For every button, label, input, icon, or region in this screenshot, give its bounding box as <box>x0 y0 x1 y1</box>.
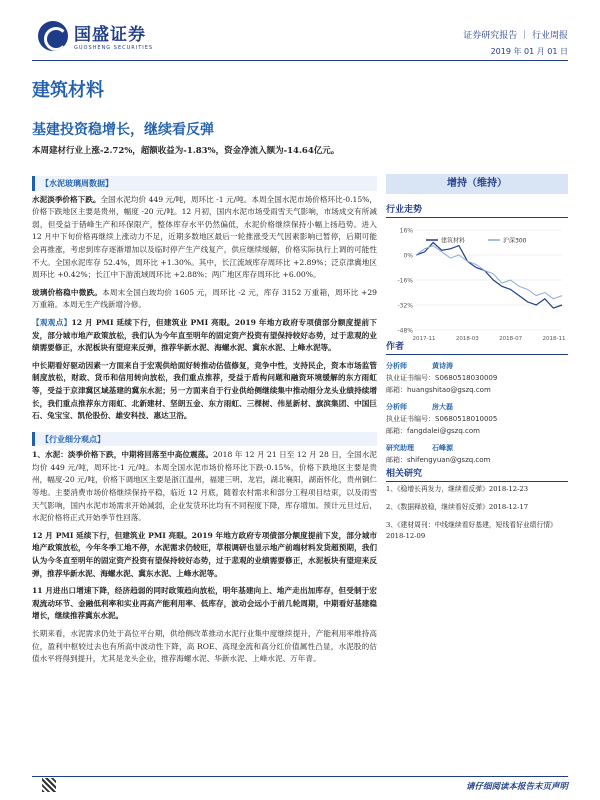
weekly-summary: 本周建材行业上涨-2.72%，超额收益为-1.83%，资金净流入额为-14.64亿元。 <box>32 146 340 156</box>
body-text: 本周末全国白玻均价 1605 元，周环比 -2 元，库存 3152 万重箱，周环比 +29 万重箱。本周无生产线新增冷修。 <box>32 287 378 310</box>
legend-label: 沪深300 <box>503 237 527 245</box>
lead-text: 玻璃价格稳中微跌。 <box>32 287 103 297</box>
related-title: 相关研究 <box>386 466 568 482</box>
author-cert: 执业证书编号：S0680518010005 <box>386 415 498 423</box>
logo-cn: 国盛证券 <box>74 25 146 45</box>
author-role: 分析师 <box>386 403 407 411</box>
author-email[interactable]: 邮箱：shifengyuan@gszq.com <box>386 456 491 464</box>
view-tag: 【观观点】 <box>32 317 72 327</box>
body-text: 全国水泥均价 449 元/吨，周环比 -1 元/吨。本周全国水泥市场价格环比-0.15%，价格下跌地区主要是贵州，幅度 -20 元/吨。12 月初，国内水泥市场受雨雪天气影响，市场成交有所减弱，但受益于错峰生产和环保限产，整体库存水平仍然偏低，水泥价格继续保持小幅上扬趋势。进入 12 月中下旬价格再继续上涨动力不足，近期多数地区最后一轮推涨受天气因素影响已暂停，后期可能会再推涨，考虑到库存逐渐增加以及临时停产生产线复产，供应继续缓解，价格实际执行上调的可能性不大。全国水泥库存 52.4%，周环比 +1.30%。其中，长江流域库存周环比 +2.89%；泛京津冀地区周环比 +0.42%；长江中下游流域周环比 +2.88%；两广地区库存周环比 +6.00%。 <box>32 194 377 280</box>
logo-en: GUOSHENG SECURITIES <box>74 45 154 51</box>
paragraph-view <box>32 317 377 355</box>
x-tick-label: 2018-03 <box>455 336 479 342</box>
author-email[interactable]: 邮箱：fangdalei@gszq.com <box>386 427 480 435</box>
section-tag-industry: 【行业细分观点】 <box>32 432 377 447</box>
paragraph-industry-4: 长期来看，水泥需求仍处于高位平台期，供给侧改革推动水泥行业集中度继续提升，产能利用率维持高位，盈利中枢较过去也有所高中波动性下降，高 ROE、高现金流和高分红价值属性凸显，水泥股的估值水平将得到提升，尤其是龙头企业，推荐海螺水泥、华新水泥、上峰水泥、万年青。 <box>32 629 377 664</box>
trend-chart-svg <box>386 222 568 352</box>
series-line <box>416 243 562 309</box>
lead-text: 水泥淡季价格下跌。 <box>32 194 101 204</box>
body-text: 2018 年 12 月 21 日至 12 月 28 日，全国水泥均价 449 元/吨，周环比-1 元/吨。本周全国水泥市场价格环比下跌-0.15%，价格下跌地区主要是贵州，幅度-20 元/吨，价格下调地区主要是浙江温州，福建三明、龙岩，湖北襄阳，湖南怀化，贵州铜仁等地。主要消费市场价格继续保持平稳，临近 12 月底，随着农村需求和部分工程项目结束，以及雨雪天气影响，国内水泥市场需求开始减弱，企业发货环比均有不同程度下降，库存增加。预计元旦过后，水泥价格将正式开始季节性回落。 <box>32 450 378 523</box>
main-body <box>32 172 377 671</box>
report-date: 2019 年 01 月 01 日 <box>490 47 568 56</box>
author-name: 黄诗涛 <box>432 362 453 370</box>
bold-text: 2019 年地方政府专项债部分额度提前下发，部分城市地产政策放松，今年冬季工地不停，水泥需求仍较旺，草根调研也显示地产前端材料发货超预期，我们认为今冬直至明年的固定资产投资有望保持较好态势，过于悲观的业绩需要修正，水泥板块有望迎来反弹，推荐华新水泥、海螺水泥、冀东水泥、上峰水泥等。 <box>32 530 378 578</box>
y-tick-label: -48% <box>397 327 413 335</box>
author-email[interactable]: 邮箱：huangshitao@gszq.com <box>386 386 491 394</box>
author-block <box>386 360 568 396</box>
report-type: 证券研究报告 ｜ 行业周报 <box>463 31 568 41</box>
paragraph-glass <box>32 287 377 312</box>
author-name: 房大磊 <box>432 403 453 411</box>
qr-code-icon <box>42 778 56 792</box>
bold-text: 但受制于宏观流动环节、金融低利率和实业再高产能利用率、低库存，波动会远小于前几轮周期，中期看好基建稳增长，继续推荐冀东水泥。 <box>32 586 377 621</box>
paragraph-industry-3 <box>32 585 377 623</box>
y-tick-label: -32% <box>397 302 413 310</box>
footer-disclaimer: 请仔细阅读本报告末页声明 <box>465 782 568 792</box>
related-item[interactable]: 3、《建材周刊：中线继续看好基建，短线看好业绩行情》2018-12-09 <box>386 521 557 540</box>
section-tag-cement: 【水泥玻璃周数据】 <box>32 176 377 191</box>
author-block <box>386 401 568 437</box>
x-tick-label: 2018-11 <box>542 336 566 342</box>
related-list <box>386 484 568 549</box>
logo-icon <box>38 21 68 51</box>
author-role: 研究助理 <box>386 444 414 452</box>
rating-badge: 增持（维持） <box>386 174 568 194</box>
legend-label: 建筑材料 <box>441 237 466 245</box>
company-logo <box>38 20 153 51</box>
footer-divider <box>32 776 568 777</box>
trend-chart <box>386 222 568 352</box>
lead-text: 12 月 PMI 延续下行，但建筑业 PMI 亮眼。 <box>32 530 192 540</box>
author-block <box>386 442 568 466</box>
paragraph-industry-1 <box>32 449 377 525</box>
report-headline: 基建投资稳增长，继续看反弹 <box>32 122 214 138</box>
header-divider <box>32 60 568 61</box>
related-item[interactable]: 2、《数据释放稳，继续看好反弹》2018-12-17 <box>386 503 529 511</box>
author-cert: 执业证书编号：S0680518030009 <box>386 374 498 382</box>
trend-title: 行业走势 <box>386 202 568 218</box>
paragraph-cement <box>32 194 377 282</box>
y-tick-label: 16% <box>399 227 413 235</box>
related-item[interactable]: 1、《稳增长再发力，继续看反弹》2018-12-23 <box>386 485 529 493</box>
x-tick-label: 2018-07 <box>499 336 523 342</box>
lead-text: 11 月进出口增速下降，经济趋弱的同时政策趋向放松，明年基建向上、地产走出加库存， <box>32 586 339 596</box>
lead-text: 12 月 PMI 延续下行，但建筑业 PMI 亮眼。 <box>71 317 235 327</box>
y-tick-label: 0% <box>403 252 413 260</box>
paragraph-longterm: 中长期看好驱动因素一方面来自于宏观供给面好转推动估值修复，竞争中性，支持民企，资本市场监管制度放松，财政、货币和信用转向放松，我们重点推荐，受益于盾构问题和融资环境缓解的东方雨虹等，受益于京津冀区域基建的冀东水泥；另一方面来自于行业供给侧继续集中推动细分龙头业绩持续增长，我们重点推荐东方雨虹、北新建材、坚朗五金、东方雨虹、三棵树、伟星新材、旗滨集团、中国巨石、兔宝宝、凯伦股份、雄安科技、惠达卫浴。 <box>32 360 377 421</box>
sidebar <box>386 174 568 352</box>
author-list <box>386 360 568 471</box>
lead-text: 1、水泥：淡季价格下跌，中期将回落至中高位震荡。 <box>32 450 213 460</box>
bold-text: 2019 年地方政府专项债部分额度提前下发，部分城市地产政策放松，我们认为今年直至明年的固定资产投资有望保持较好态势，过于悲观的业绩需要修正，水泥板块有望迎来反弹，推荐华新水泥、海螺水泥、冀东水泥、上峰水泥等。 <box>32 317 378 353</box>
series-line <box>416 246 562 299</box>
author-role: 分析师 <box>386 362 407 370</box>
x-tick-label: 2017-11 <box>412 336 436 342</box>
author-title: 作者 <box>386 339 568 355</box>
y-tick-label: -16% <box>397 277 413 285</box>
paragraph-industry-2 <box>32 530 377 580</box>
sector-title: 建筑材料 <box>32 80 104 101</box>
report-header <box>0 0 600 68</box>
author-name: 石峰源 <box>432 444 453 452</box>
